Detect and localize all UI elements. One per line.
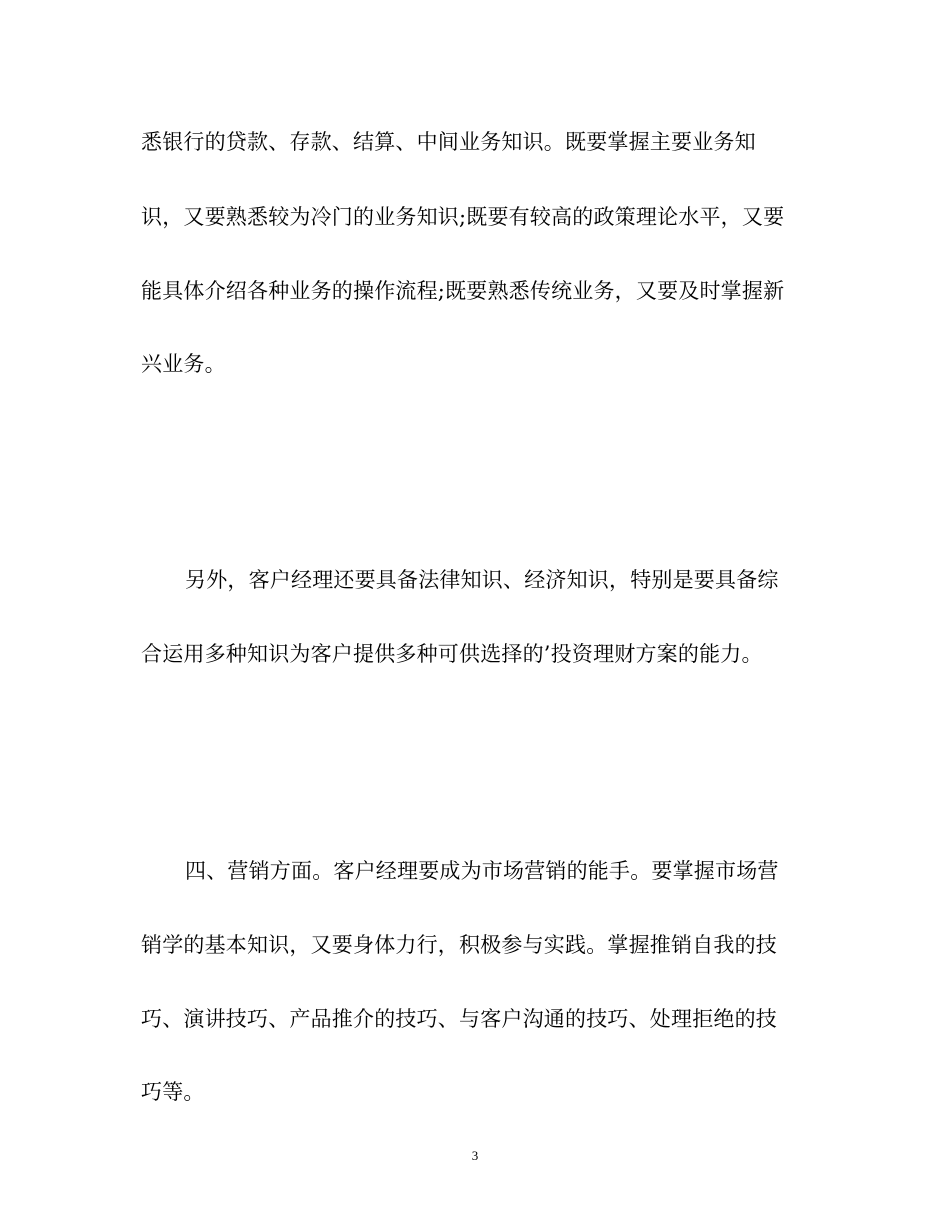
paragraph-line: 兴业务。	[141, 352, 226, 376]
paragraph-line: 能具体介绍各种业务的操作流程;既要熟悉传统业务，又要及时掌握新	[141, 279, 785, 303]
paragraph-line: 巧等。	[141, 1080, 205, 1104]
paragraph-line: 另外，客户经理还要具备法律知识、经济知识，特别是要具备综	[185, 568, 779, 592]
paragraph-line: 巧、演讲技巧、产品推介的技巧、与客户沟通的技巧、处理拒绝的技	[141, 1007, 777, 1031]
paragraph-line: 悉银行的贷款、存款、结算、中间业务知识。既要掌握主要业务知	[141, 130, 756, 154]
paragraph-line: 合运用多种知识为客户提供多种可供选择的’投资理财方案的能力。	[141, 642, 763, 666]
paragraph-line: 识，又要熟悉较为冷门的业务知识;既要有较高的政策理论水平，又要	[141, 205, 785, 229]
page-number: 3	[471, 1148, 479, 1163]
paragraph-line: 四、营销方面。客户经理要成为市场营销的能手。要掌握市场营	[185, 859, 779, 883]
paragraph-line: 销学的基本知识，又要身体力行，积极参与实践。掌握推销自我的技	[141, 933, 777, 957]
